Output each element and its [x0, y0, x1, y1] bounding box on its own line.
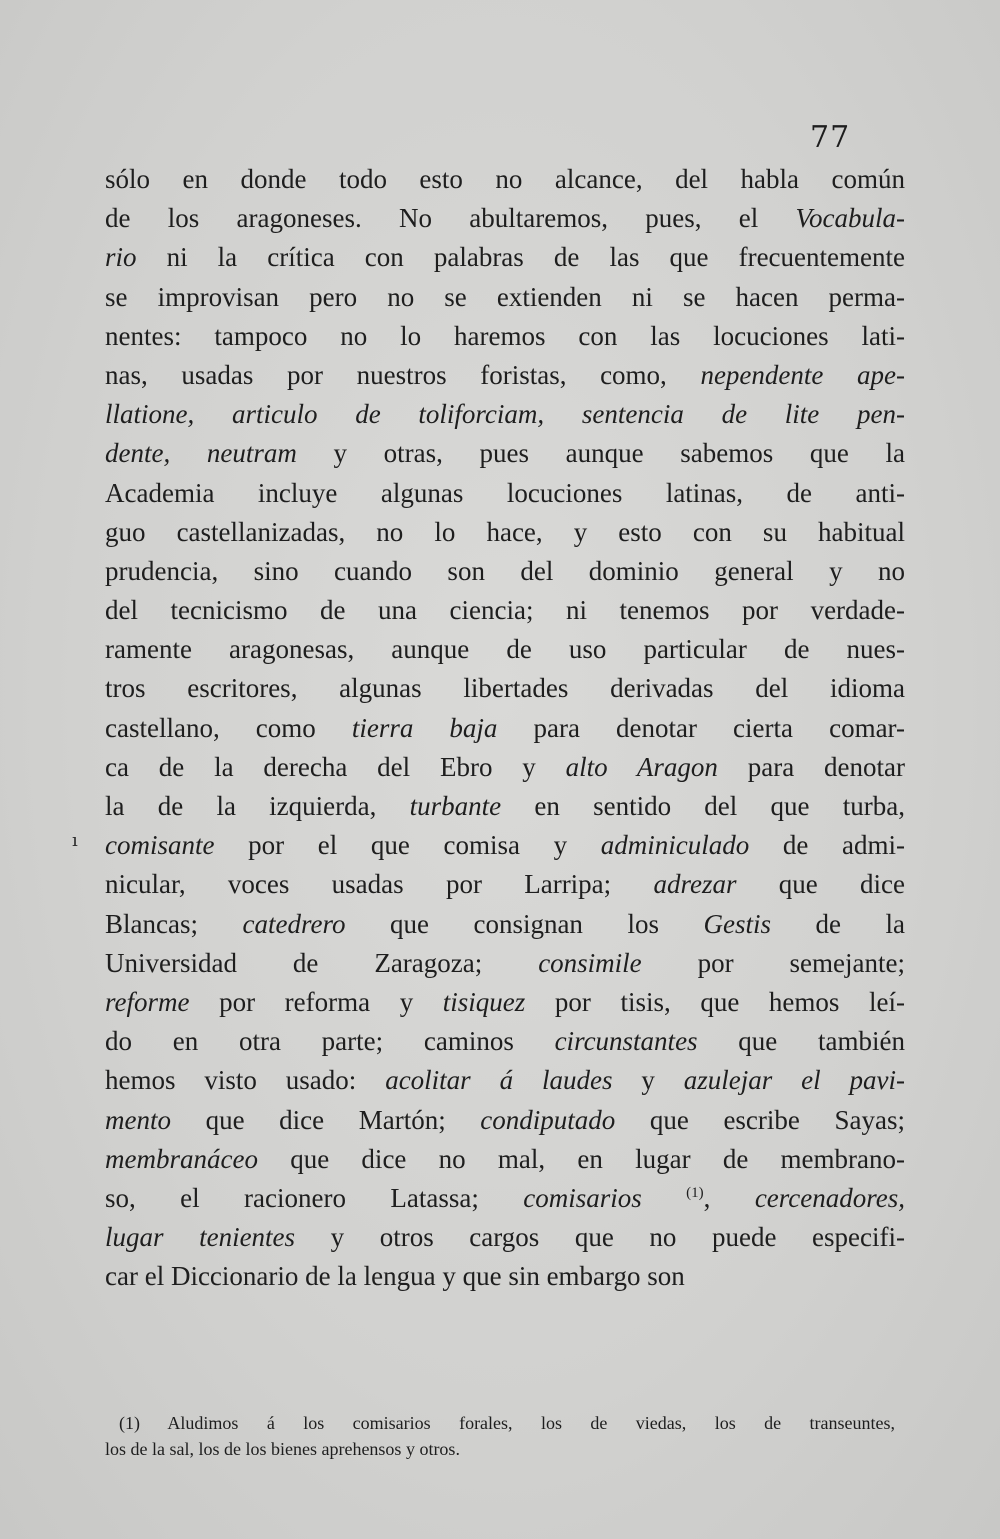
- text-run: Blancas;: [105, 908, 243, 939]
- text-run: ramente aragonesas, aunque de uso particular de nues-: [105, 634, 905, 665]
- text-run: nentes: tampoco no lo haremos con las locuciones lati-: [105, 320, 905, 351]
- italic-run: lugar tenientes: [105, 1222, 296, 1253]
- italic-run: comisarios: [523, 1182, 642, 1213]
- text-run: tros escritores, algunas libertades derivadas del idioma: [105, 673, 905, 704]
- italic-run: consimile: [538, 947, 642, 978]
- text-run: que también: [697, 1026, 905, 1057]
- text-run: la de la izquierda,: [105, 791, 410, 821]
- text-line: [105, 474, 905, 513]
- page-number: 77: [810, 120, 851, 155]
- text-run: por el que comisa y: [214, 830, 601, 861]
- text-line: [105, 905, 905, 944]
- text-run: en sentido del que turba,: [501, 791, 905, 821]
- italic-run: Vocabula-: [795, 203, 905, 234]
- text-run: car el Diccionario de la lengua y que sin embargo son: [105, 1261, 685, 1292]
- text-run: y: [612, 1065, 684, 1096]
- text-run: que dice Martón;: [170, 1104, 481, 1135]
- text-line: [105, 944, 905, 983]
- text-line: [105, 278, 905, 317]
- italic-run: turbante: [409, 791, 502, 821]
- text-line: [105, 1257, 905, 1296]
- italic-run: catedrero: [242, 908, 346, 939]
- italic-run: cercenadores,: [754, 1182, 906, 1213]
- text-line: [105, 865, 905, 904]
- margin-mark: ı: [72, 830, 78, 851]
- text-run: de admi-: [749, 830, 905, 861]
- text-line: [105, 1218, 905, 1257]
- text-run: ca de la derecha del Ebro y: [105, 751, 566, 782]
- text-run: que escribe Sayas;: [615, 1104, 905, 1135]
- text-line: [105, 591, 905, 630]
- body-text: [105, 160, 905, 1296]
- text-run: por tisis, que hemos leí-: [525, 986, 905, 1017]
- text-run: y otros cargos que no puede especifi-: [295, 1222, 905, 1253]
- footnotes: [105, 1410, 895, 1462]
- text-line: [105, 160, 905, 199]
- text-line: [105, 630, 905, 669]
- text-run: para denotar cierta comar-: [497, 712, 905, 743]
- text-run: que consignan los: [345, 908, 704, 939]
- footnote-line: los de la sal, los de los bienes aprehensos y otros.: [105, 1439, 460, 1459]
- italic-run: reforme: [105, 986, 190, 1017]
- text-run: que dice no mal, en lugar de membrano-: [257, 1143, 905, 1174]
- text-run: ni la crítica con palabras de las que frecuentemente: [136, 242, 905, 273]
- italic-run: comisante: [105, 830, 215, 861]
- text-run: Academia incluye algunas locuciones latinas, de anti-: [105, 477, 905, 508]
- text-run: nas, usadas por nuestros foristas, como,: [105, 359, 701, 390]
- text-run: por reforma y: [189, 986, 443, 1017]
- italic-run: nependente ape-: [700, 359, 905, 390]
- text-line: [105, 238, 905, 277]
- italic-run: tierra baja: [351, 712, 498, 743]
- italic-run: condiputado: [480, 1104, 616, 1135]
- italic-run: Gestis: [703, 908, 771, 939]
- text-run: hemos visto usado:: [105, 1065, 386, 1096]
- footnote-line: (1) Aludimos á los comisarios forales, los de viedas, los de transeuntes,: [119, 1413, 895, 1433]
- text-line: [105, 826, 905, 865]
- italic-run: azulejar el pavi-: [683, 1065, 906, 1096]
- italic-run: adrezar: [653, 869, 737, 900]
- text-line: [105, 1101, 905, 1140]
- text-line: [105, 552, 905, 591]
- text-line: [105, 748, 905, 787]
- italic-run: mento: [105, 1104, 171, 1135]
- text-line: [105, 983, 905, 1022]
- text-line: [105, 199, 905, 238]
- text-line: [105, 434, 905, 473]
- text-run: por semejante;: [641, 947, 905, 978]
- footnote-ref: (1): [686, 1184, 704, 1201]
- text-run: de la: [770, 908, 905, 939]
- text-run: so, el racionero Latassa;: [105, 1182, 524, 1213]
- italic-run: acolitar á laudes: [385, 1065, 613, 1096]
- text-run: ,: [703, 1182, 755, 1213]
- text-line: [105, 709, 905, 748]
- text-run: que dice: [736, 869, 906, 900]
- text-run: do en otra parte; caminos: [105, 1026, 555, 1057]
- text-run: guo castellanizadas, no lo hace, y esto con su habitual: [105, 516, 905, 547]
- italic-run: dente, neutram: [105, 438, 297, 469]
- text-line: [105, 1179, 905, 1218]
- text-line: [105, 513, 905, 552]
- italic-run: tisiquez: [442, 986, 526, 1017]
- text-run: prudencia, sino cuando son del dominio general y no: [105, 555, 905, 586]
- text-line: [105, 317, 905, 356]
- italic-run: llatione, articulo de toliforciam, sentencia de lite pen-: [105, 399, 905, 430]
- text-line: [105, 1061, 905, 1100]
- text-line: [105, 395, 905, 434]
- text-line: [105, 1022, 905, 1061]
- italic-run: alto Aragon: [565, 751, 718, 782]
- text-run: Universidad de Zaragoza;: [105, 947, 539, 978]
- italic-run: rio: [105, 242, 137, 273]
- text-line: [105, 1140, 905, 1179]
- text-line: [105, 669, 905, 708]
- italic-run: circunstantes: [554, 1026, 698, 1057]
- italic-run: membranáceo: [105, 1143, 258, 1174]
- text-run: [642, 1183, 686, 1213]
- text-run: castellano, como: [105, 712, 352, 743]
- text-run: de los aragoneses. No abultaremos, pues, el: [105, 203, 796, 234]
- text-run: y otras, pues aunque sabemos que la: [296, 438, 905, 469]
- text-run: del tecnicismo de una ciencia; ni tenemos por verdade-: [105, 595, 905, 626]
- text-run: para denotar: [717, 751, 906, 782]
- text-run: se improvisan pero no se extienden ni se hacen perma-: [105, 281, 905, 312]
- italic-run: adminiculado: [600, 830, 750, 861]
- text-run: nicular, voces usadas por Larripa;: [105, 869, 654, 900]
- text-line: [105, 356, 905, 395]
- text-line: [105, 787, 905, 826]
- text-run: sólo en donde todo esto no alcance, del habla común: [105, 164, 905, 194]
